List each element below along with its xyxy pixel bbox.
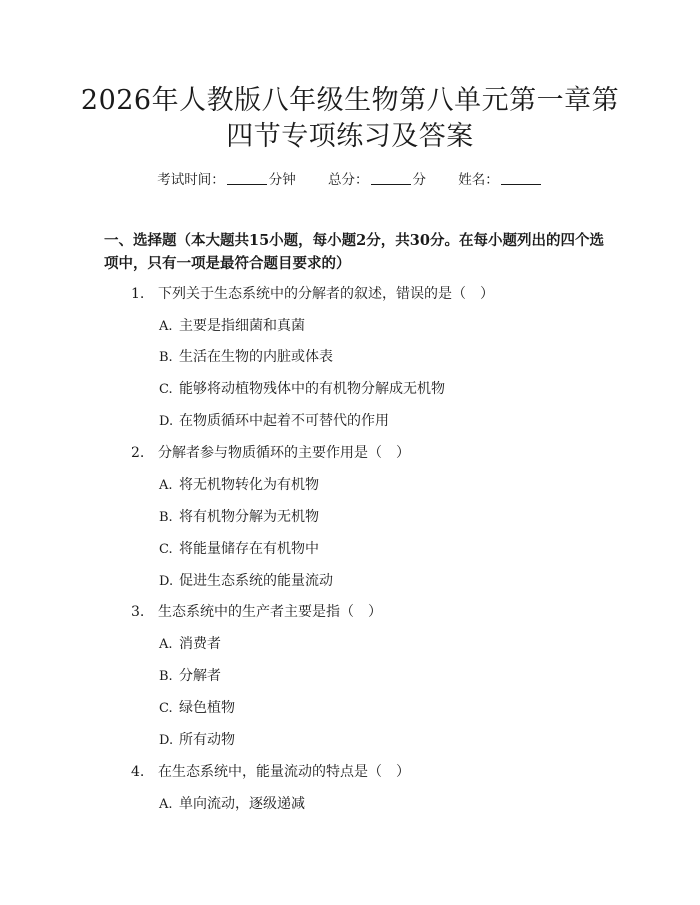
option-letter: C. bbox=[159, 701, 173, 716]
exam-score bbox=[328, 168, 426, 188]
option-letter: B. bbox=[159, 350, 173, 365]
option-text: 分解者 bbox=[179, 668, 221, 684]
q2-option-c[interactable] bbox=[159, 538, 319, 558]
option-letter: C. bbox=[159, 382, 173, 397]
option-letter: A. bbox=[159, 319, 173, 334]
question-text: 在生态系统中，能量流动的特点是（ ） bbox=[158, 764, 410, 780]
q3-option-b[interactable] bbox=[159, 665, 221, 685]
option-letter: D. bbox=[159, 733, 174, 748]
exam-time bbox=[157, 168, 296, 188]
option-text: 单向流动，逐级递减 bbox=[179, 796, 305, 812]
exam-meta bbox=[0, 168, 700, 188]
q2-option-b[interactable] bbox=[159, 506, 319, 526]
option-letter: C. bbox=[159, 542, 173, 557]
option-text: 能够将动植物残体中的有机物分解成无机物 bbox=[179, 381, 445, 397]
q1-option-c[interactable] bbox=[159, 378, 445, 398]
option-text: 所有动物 bbox=[179, 732, 235, 748]
question-text: 下列关于生态系统中的分解者的叙述，错误的是（ ） bbox=[158, 286, 494, 302]
option-text: 绿色植物 bbox=[179, 700, 235, 716]
option-letter: D. bbox=[159, 574, 174, 589]
q3-option-c[interactable] bbox=[159, 697, 235, 717]
time-unit: 分钟 bbox=[268, 172, 296, 188]
option-text: 消费者 bbox=[179, 636, 221, 652]
question-3 bbox=[131, 601, 382, 621]
question-number: 3. bbox=[131, 604, 145, 620]
section-heading: 一、选择题（本大题共15小题，每小题2分，共30分。在每小题列出的四个选项中，只有一项是最符合题目要求的） bbox=[104, 232, 604, 272]
option-text: 主要是指细菌和真菌 bbox=[179, 318, 305, 334]
q1-option-a[interactable] bbox=[159, 315, 305, 335]
option-text: 在物质循环中起着不可替代的作用 bbox=[179, 413, 389, 429]
score-blank[interactable] bbox=[371, 172, 411, 185]
question-4 bbox=[131, 761, 410, 781]
q3-option-d[interactable] bbox=[159, 729, 235, 749]
exam-name bbox=[458, 168, 543, 188]
q2-option-d[interactable] bbox=[159, 570, 333, 590]
name-label: 姓名： bbox=[458, 172, 499, 188]
question-text: 分解者参与物质循环的主要作用是（ ） bbox=[158, 445, 410, 461]
option-letter: D. bbox=[159, 414, 174, 429]
option-letter: B. bbox=[159, 669, 173, 684]
option-text: 将无机物转化为有机物 bbox=[179, 477, 319, 493]
q2-option-a[interactable] bbox=[159, 474, 319, 494]
name-blank[interactable] bbox=[501, 172, 541, 185]
option-text: 将能量储存在有机物中 bbox=[179, 541, 319, 557]
question-text: 生态系统中的生产者主要是指（ ） bbox=[158, 604, 382, 620]
question-number: 2. bbox=[131, 445, 145, 461]
option-letter: A. bbox=[159, 478, 173, 493]
question-number: 1. bbox=[131, 286, 145, 302]
time-blank[interactable] bbox=[227, 172, 267, 185]
option-letter: A. bbox=[159, 637, 173, 652]
time-label: 考试时间： bbox=[157, 172, 225, 188]
q1-option-d[interactable] bbox=[159, 410, 389, 430]
question-1 bbox=[131, 283, 494, 303]
question-2 bbox=[131, 442, 410, 462]
q4-option-a[interactable] bbox=[159, 793, 305, 813]
score-unit: 分 bbox=[412, 172, 426, 188]
option-letter: A. bbox=[159, 797, 173, 812]
score-label: 总分： bbox=[328, 172, 369, 188]
option-letter: B. bbox=[159, 510, 173, 525]
page-title-line-1: 2026年人教版八年级生物第八单元第一章第 bbox=[80, 85, 620, 116]
option-text: 生活在生物的内脏或体表 bbox=[179, 349, 333, 365]
page-title-line-2: 四节专项练习及答案 bbox=[226, 121, 474, 152]
option-text: 促进生态系统的能量流动 bbox=[179, 573, 333, 589]
q3-option-a[interactable] bbox=[159, 633, 221, 653]
question-number: 4. bbox=[131, 764, 145, 780]
q1-option-b[interactable] bbox=[159, 346, 333, 366]
option-text: 将有机物分解为无机物 bbox=[179, 509, 319, 525]
